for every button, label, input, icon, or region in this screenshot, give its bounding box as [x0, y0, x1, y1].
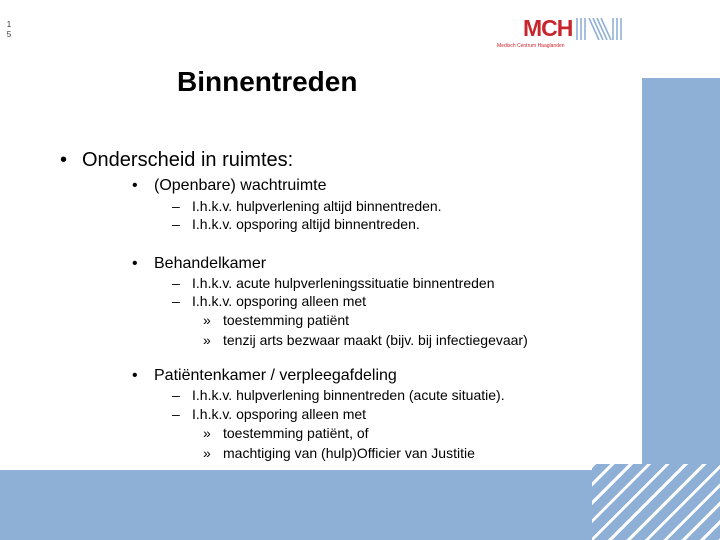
list-item [172, 387, 505, 404]
dash-marker: – [172, 387, 180, 403]
subitem-text: machtiging van (hulp)Officier van Justitie [223, 445, 475, 461]
list-item [172, 275, 495, 292]
item-text: I.h.k.v. hulpverlening altijd binnentreden. [192, 198, 442, 214]
bullet-marker: • [132, 177, 138, 194]
subitem-text: tenzij arts bezwaar maakt (bijv. bij infectiegevaar) [223, 332, 528, 348]
logo-text: MCH [523, 15, 573, 41]
chevron-marker: » [203, 332, 211, 348]
bullet-marker: • [132, 367, 138, 384]
list-subitem [203, 332, 528, 349]
item-text: I.h.k.v. hulpverlening binnentreden (acute situatie). [192, 387, 505, 403]
subitem-text: toestemming patiënt, of [223, 425, 369, 441]
bullet-text: Onderscheid in ruimtes: [82, 149, 294, 171]
bullet-marker: • [60, 149, 68, 171]
mch-logo [497, 16, 609, 52]
chevron-marker: » [203, 445, 211, 461]
list-subitem [203, 445, 475, 462]
dash-marker: – [172, 293, 180, 309]
chevron-marker: » [203, 425, 211, 441]
list-subitem [203, 312, 349, 329]
dash-marker: – [172, 216, 180, 232]
bullet-text: Behandelkamer [154, 255, 267, 272]
bullet-waiting-room [132, 176, 327, 196]
chevron-marker: » [203, 312, 211, 328]
dash-marker: – [172, 275, 180, 291]
bullet-treatment-room [132, 254, 266, 274]
slide-number-line-2: 5 [6, 30, 12, 39]
bullet-text: (Openbare) wachtruimte [154, 177, 327, 194]
slide-number [4, 20, 14, 40]
decorative-stripes [592, 464, 720, 540]
list-item [172, 293, 366, 310]
list-item [172, 216, 420, 233]
item-text: I.h.k.v. opsporing alleen met [192, 293, 367, 309]
bullet-main [60, 148, 293, 172]
list-subitem [203, 425, 369, 442]
slide-title: Binnentreden [177, 66, 358, 97]
logo-lines-icon [573, 18, 623, 40]
bullet-ward [132, 366, 397, 386]
item-text: I.h.k.v. opsporing altijd binnentreden. [192, 216, 420, 232]
subitem-text: toestemming patiënt [223, 312, 350, 328]
logo-caption: Medisch Centrum Haaglanden [497, 43, 565, 49]
dash-marker: – [172, 406, 180, 422]
item-text: I.h.k.v. opsporing alleen met [192, 406, 367, 422]
list-item [172, 198, 442, 215]
slide-number-line-1: 1 [6, 20, 12, 29]
bullet-marker: • [132, 255, 138, 272]
bullet-text: Patiëntenkamer / verpleegafdeling [154, 367, 397, 384]
list-item [172, 406, 366, 423]
item-text: I.h.k.v. acute hulpverleningssituatie binnentreden [192, 275, 495, 291]
dash-marker: – [172, 198, 180, 214]
